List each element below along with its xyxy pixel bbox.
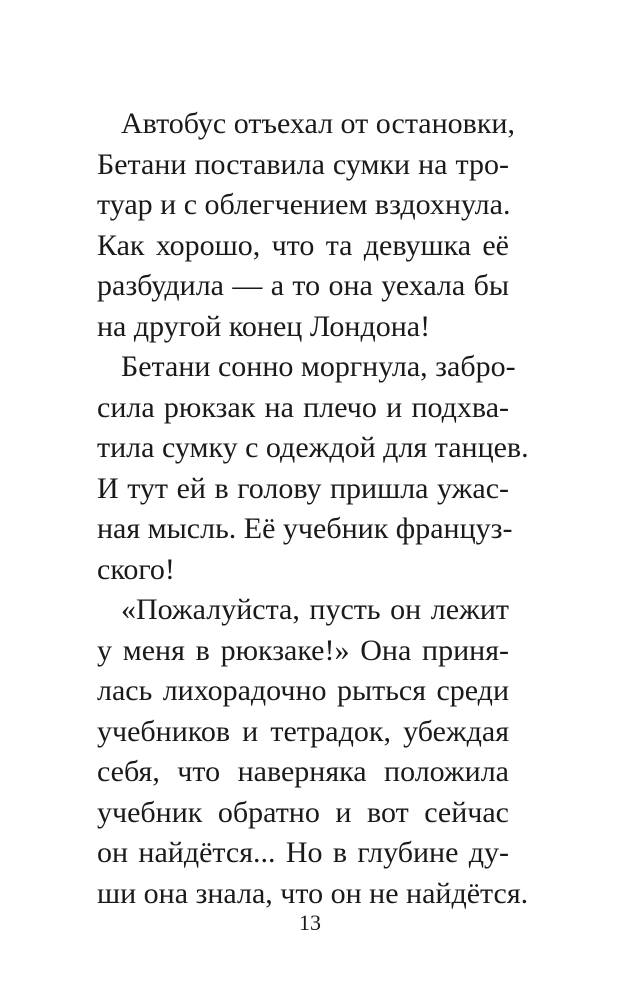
text-line: учебник обратно и вот сейчас [97, 795, 509, 829]
text-line: Автобус отъехал от остановки, [121, 107, 515, 140]
text-line: туар и с облегчением вздохнула. [97, 188, 511, 221]
text-line: лась лихорадочно рыться среди [97, 674, 509, 707]
text-line: сила рюкзак на плечо и подхва- [97, 390, 509, 424]
text-line: разбудила — а то она уехала бы [97, 269, 509, 302]
text-line: у меня в рюкзаке!» Она приня- [97, 633, 509, 667]
text-line: на другой конец Лондона! [97, 309, 431, 343]
text-line: тила сумку с одеждой для танцев. [97, 431, 529, 464]
text-line: он найдётся... Но в глубине ду- [97, 836, 509, 869]
body-text [97, 104, 529, 914]
text-line: Бетани сонно моргнула, забро- [121, 350, 516, 383]
text-line: себя, что наверняка положила [97, 755, 509, 788]
text-line: учебников и тетрадок, убеждая [97, 714, 509, 748]
text-line: ского! [97, 552, 175, 586]
text-line: ная мысль. Её учебник француз- [97, 512, 513, 545]
page-number: 13 [299, 910, 321, 935]
text-line: Как хорошо, что та девушка её [97, 228, 509, 262]
text-line: «Пожалуйста, пусть он лежит [121, 593, 509, 626]
text-line: Бетани поставила сумки на тро- [97, 147, 509, 181]
text-line: ши она знала, что он не найдётся. [97, 876, 529, 910]
text-line: И тут ей в голову пришла ужас- [97, 471, 509, 505]
